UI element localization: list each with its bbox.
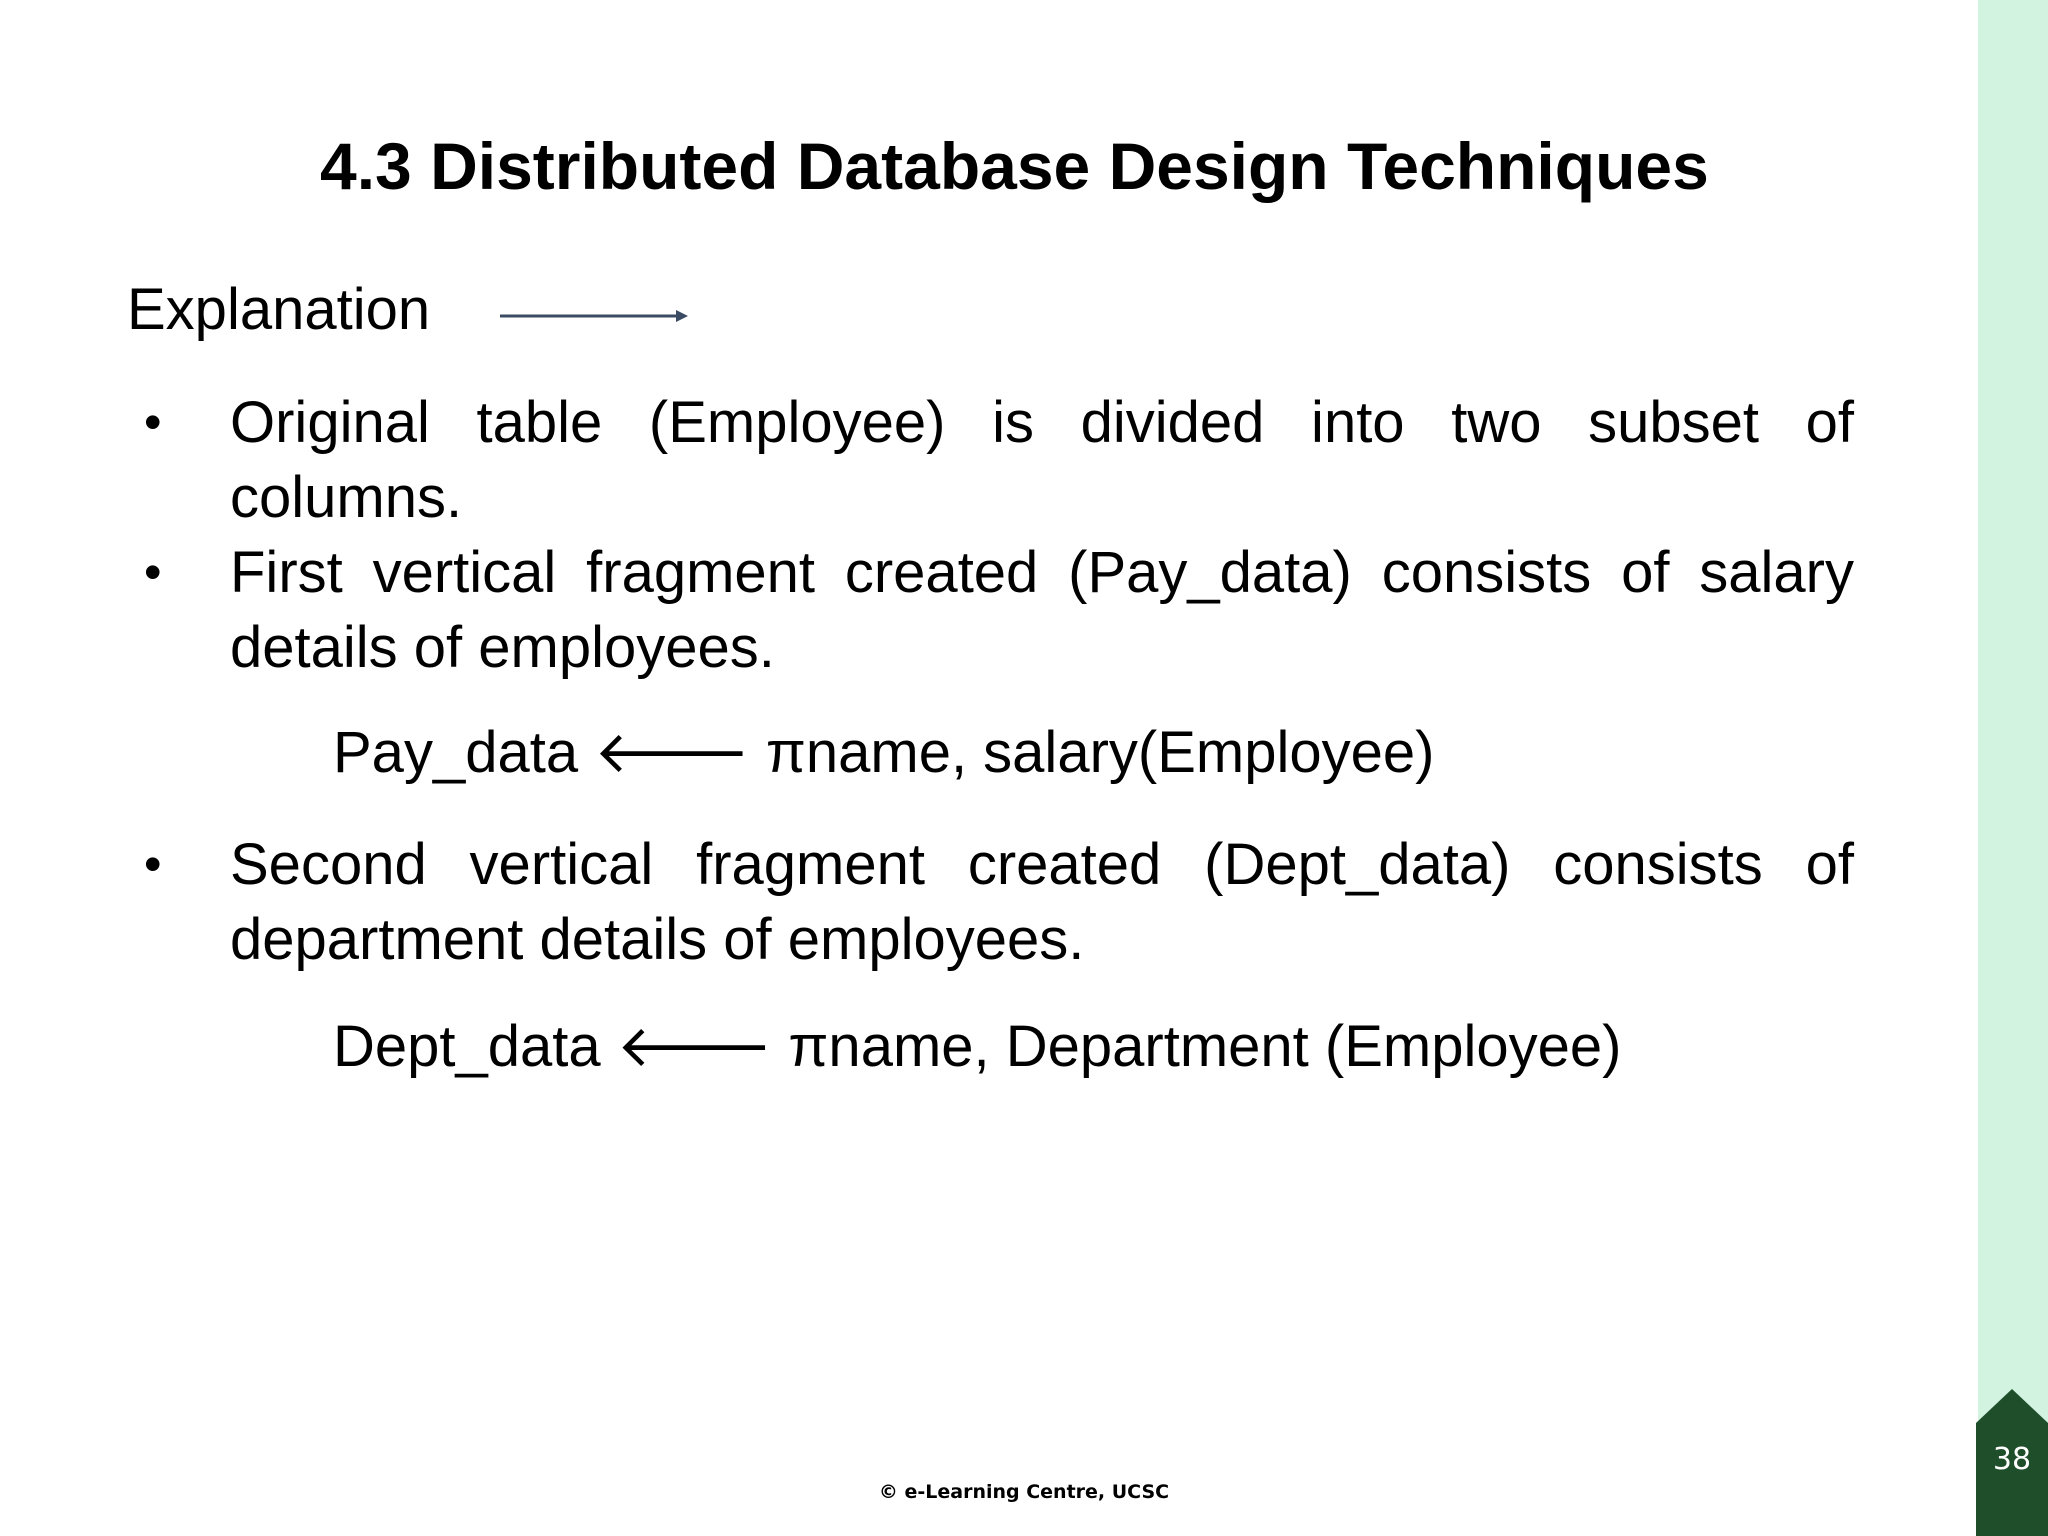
slide-title: 4.3 Distributed Database Design Techniques <box>320 129 1709 203</box>
page-number: 38 <box>1992 1442 2032 1477</box>
page-number-badge <box>1976 1385 2048 1536</box>
arrow-right-icon <box>500 306 690 326</box>
copyright-footer: © e-Learning Centre, UCSC <box>878 1481 1170 1503</box>
formula-pay-data: Pay_data 🡐 πname, salary(Employee) <box>333 720 1435 785</box>
bullet-text: Original table (Employee) is divided into two subset of columns. <box>230 390 1854 530</box>
bullet-symbol: • <box>144 394 162 450</box>
bullet-symbol: • <box>144 544 162 600</box>
side-band <box>1978 0 2048 1536</box>
formula-dept-data: Dept_data 🡐 πname, Department (Employee) <box>333 1014 1622 1079</box>
bullet-symbol: • <box>144 836 162 892</box>
explanation-label: Explanation <box>127 277 431 342</box>
bullet-text: Second vertical fragment created (Dept_data) consists of department details of employees. <box>230 832 1854 972</box>
bullet-text: First vertical fragment created (Pay_data) consists of salary details of employees. <box>230 540 1854 680</box>
